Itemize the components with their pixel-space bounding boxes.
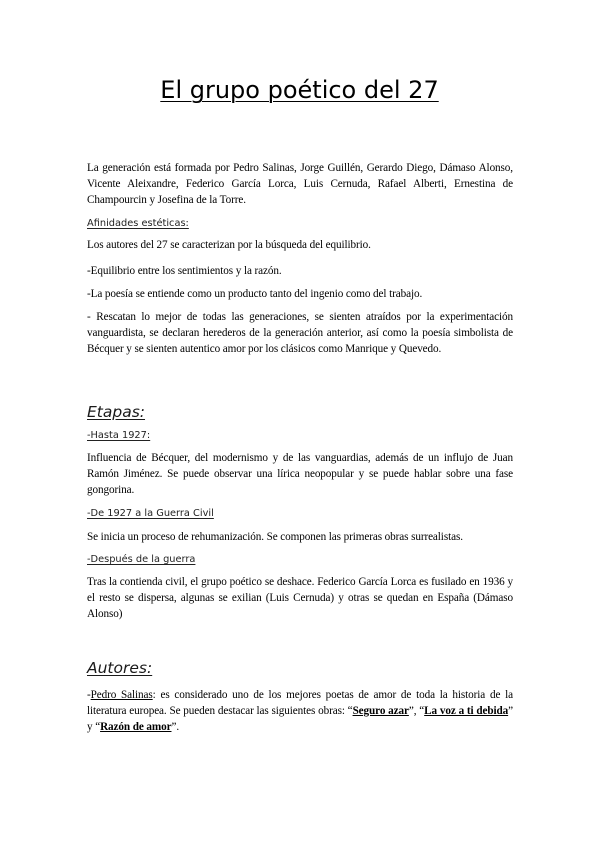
author-name: Pedro Salinas	[90, 689, 153, 701]
page-title: El grupo poético del 27	[160, 76, 439, 104]
autores-heading: Autores:	[87, 659, 153, 677]
work-title-1: Seguro azar	[352, 705, 409, 717]
stage1-heading: -Hasta 1927:	[87, 430, 151, 441]
stage2-heading: -De 1927 a la Guerra Civil	[87, 508, 214, 519]
author-text: : es considerado uno de los mejores poetas de amor de toda la historia de la literatura europea. Se pueden destacar las siguientes obras: “	[87, 689, 513, 717]
afinidades-paragraph-2: -Equilibrio entre los sentimientos y la razón.	[87, 265, 282, 277]
stage3-paragraph: Tras la contienda civil, el grupo poético se deshace. Federico García Lorca es fusilado en 1936 y el resto se dispersa, algunas se exilian (Luis Cernuda) y otras se quedan en España (Dámaso Alonso)	[87, 576, 513, 620]
afinidades-paragraph-1: Los autores del 27 se caracterizan por la búsqueda del equilibrio.	[87, 239, 371, 251]
author-prefix: -	[87, 689, 91, 701]
afinidades-paragraph-3: -La poesía se entiende como un producto tanto del ingenio como del trabajo.	[87, 288, 423, 300]
closing-text: ”.	[171, 721, 180, 733]
intro-paragraph: La generación está formada por Pedro Salinas, Jorge Guillén, Gerardo Diego, Dámaso Alonso, Vicente Aleixandre, Federico García Lorca, Luis Cernuda, Rafael Alberti, Ernestina de Champourcin y Josefina de la Torre.	[87, 162, 513, 206]
etapas-heading: Etapas:	[87, 403, 146, 421]
separator-2: ” y “	[87, 705, 513, 733]
afinidades-heading: Afinidades estéticas:	[87, 218, 189, 229]
stage3-heading: -Después de la guerra	[87, 554, 196, 565]
separator-1: ”, “	[408, 705, 425, 717]
stage2-paragraph: Se inicia un proceso de rehumanización. Se componen las primeras obras surrealistas.	[87, 531, 463, 543]
work-title-2: La voz a ti debida	[424, 705, 509, 717]
stage1-paragraph: Influencia de Bécquer, del modernismo y de las vanguardias, además de un influjo de Juan Ramón Jiménez. Se puede observar una lírica neopopular y se puede hablar sobre una fase gongorina.	[87, 452, 513, 496]
autores-paragraph	[87, 687, 513, 735]
afinidades-paragraph-4: - Rescatan lo mejor de todas las generaciones, se sienten atraídos por la experimentación vanguardista, se declaran herederos de la generación anterior, así como la poesía simbolista de Bécquer y se sienten autentico amor por los clásicos como Manrique y Quevedo.	[87, 311, 513, 355]
work-title-3: Razón de amor	[100, 721, 172, 733]
